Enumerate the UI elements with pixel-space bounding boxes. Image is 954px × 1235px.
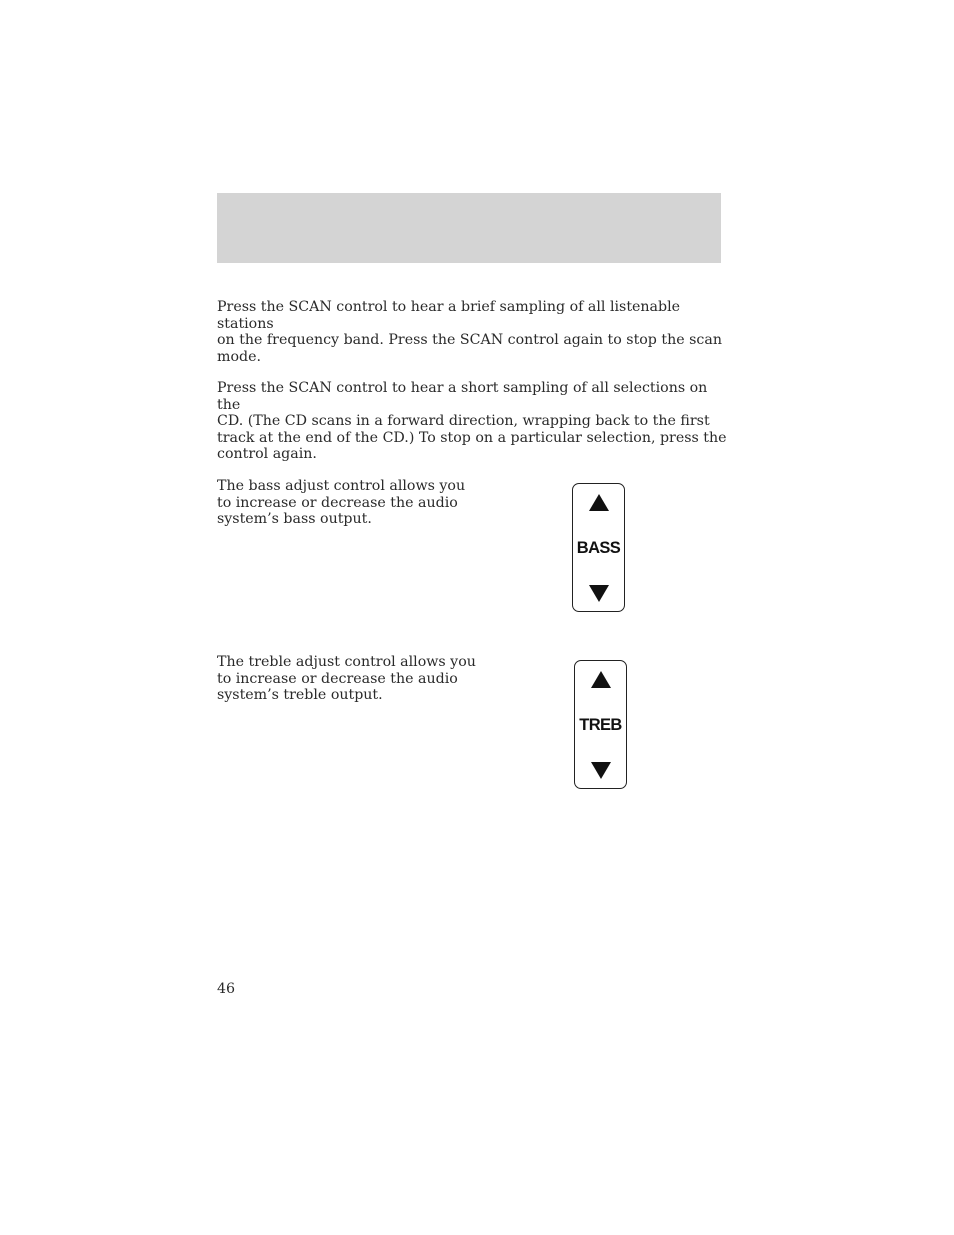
triangle-down-icon — [589, 585, 609, 602]
treble-label: TREB — [579, 716, 622, 734]
page-number: 46 — [217, 981, 236, 997]
triangle-down-icon — [591, 762, 611, 779]
radio-scan-paragraph: Press the SCAN control to hear a brief sampling of all listenable stations on the frequency band. Press the SCAN control again to stop the scan mode. — [217, 299, 722, 365]
bass-label: BASS — [576, 539, 621, 557]
treble-description: The treble adjust control allows you to increase or decrease the audio system’s treble output. — [217, 654, 476, 703]
treble-control-illustration — [574, 660, 627, 789]
bass-control-illustration — [572, 483, 625, 612]
triangle-up-icon — [591, 671, 611, 688]
bass-description: The bass adjust control allows you to increase or decrease the audio system’s bass output. — [217, 478, 466, 527]
triangle-up-icon — [589, 494, 609, 511]
cd-scan-paragraph: Press the SCAN control to hear a short sampling of all selections on the CD. (The CD scans in a forward direction, wrapping back to the first track at the end of the CD.) To stop on a particular selection, press the control again. — [217, 380, 727, 462]
section-header-band — [217, 193, 721, 263]
